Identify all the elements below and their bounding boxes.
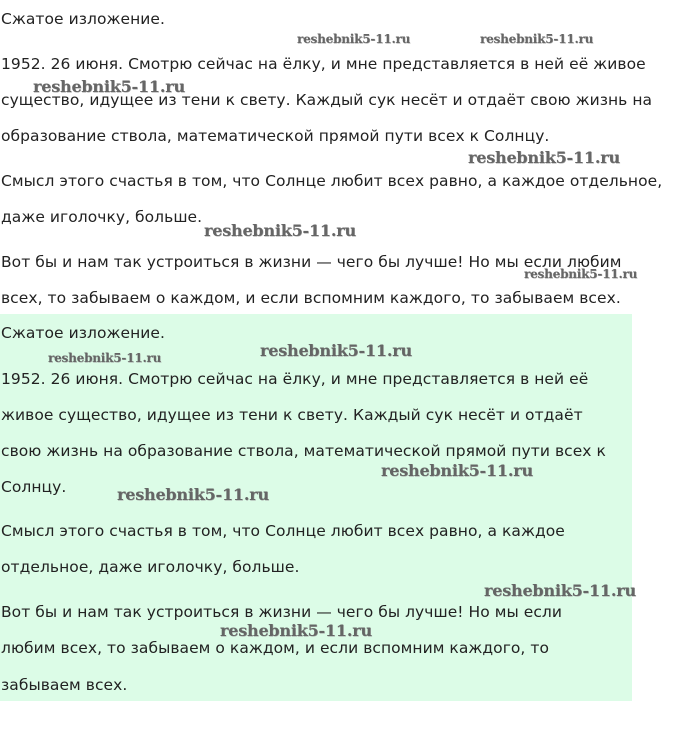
answer-line: свою жизнь на образование ствола, математической прямой пути всех к bbox=[1, 442, 606, 460]
answer-line: 1952. 26 июня. Смотрю сейчас на ёлку, и мне представляется в ней её bbox=[1, 370, 589, 388]
original-line: образование ствола, математической прямой пути всех к Солнцу. bbox=[1, 127, 550, 145]
original-heading: Сжатое изложение. bbox=[1, 10, 165, 28]
answer-line: любим всех, то забываем о каждом, и если вспомним каждого, то bbox=[1, 639, 550, 657]
answer-line: отдельное, даже иголочку, больше. bbox=[1, 558, 300, 576]
original-line: Смысл этого счастья в том, что Солнце любит всех равно, а каждое отдельное, bbox=[1, 172, 663, 190]
watermark: reshebnik5-11.ru bbox=[260, 341, 412, 360]
answer-heading: Сжатое изложение. bbox=[1, 324, 165, 342]
watermark: reshebnik5-11.ru bbox=[48, 351, 162, 365]
watermark: reshebnik5-11.ru bbox=[484, 581, 636, 600]
answer-line: Вот бы и нам так устроиться в жизни — чего бы лучше! Но мы если bbox=[1, 603, 563, 621]
watermark: reshebnik5-11.ru bbox=[480, 32, 594, 46]
original-line: 1952. 26 июня. Смотрю сейчас на ёлку, и мне представляется в ней её живое bbox=[1, 55, 646, 73]
answer-line: Смысл этого счастья в том, что Солнце любит всех равно, а каждое bbox=[1, 522, 565, 540]
watermark: reshebnik5-11.ru bbox=[381, 461, 533, 480]
answer-line: живое существо, идущее из тени к свету. Каждый сук несёт и отдаёт bbox=[1, 406, 583, 424]
watermark: reshebnik5-11.ru bbox=[33, 77, 185, 96]
original-line: Вот бы и нам так устроиться в жизни — чего бы лучше! Но мы если любим bbox=[1, 253, 622, 271]
watermark: reshebnik5-11.ru bbox=[204, 221, 356, 240]
watermark: reshebnik5-11.ru bbox=[220, 621, 372, 640]
original-line: всех, то забываем о каждом, и если вспомним каждого, то забываем всех. bbox=[1, 289, 621, 307]
original-line: даже иголочку, больше. bbox=[1, 208, 203, 226]
watermark: reshebnik5-11.ru bbox=[524, 267, 638, 281]
original-line: существо, идущее из тени к свету. Каждый сук несёт и отдаёт свою жизнь на bbox=[1, 91, 653, 109]
watermark: reshebnik5-11.ru bbox=[117, 485, 269, 504]
watermark: reshebnik5-11.ru bbox=[297, 32, 411, 46]
answer-line: Солнцу. bbox=[1, 478, 67, 496]
watermark: reshebnik5-11.ru bbox=[468, 148, 620, 167]
answer-line: забываем всех. bbox=[1, 676, 128, 694]
answer-text-block bbox=[0, 314, 632, 701]
